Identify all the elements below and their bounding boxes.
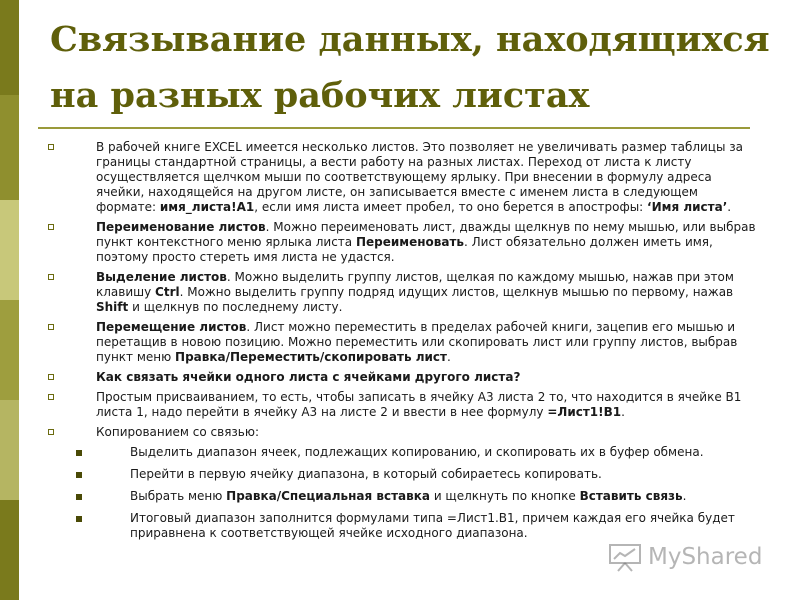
watermark-text: MyShared [648, 544, 763, 570]
sidebar-segment [0, 200, 19, 300]
sidebar-segment [0, 95, 19, 200]
filled-square-bullet-icon [76, 472, 82, 478]
list-item [46, 390, 758, 420]
sidebar-segment [0, 300, 19, 400]
bold-text: Ctrl [155, 285, 180, 299]
filled-square-bullet-icon [76, 450, 82, 456]
text: Перейти в первую ячейку диапазона, в который собираетесь копировать. [130, 467, 602, 481]
bold-text: Перемещение листов [96, 320, 247, 334]
bold-text: Выделение листов [96, 270, 227, 284]
list-item [46, 370, 758, 385]
slide-title [50, 12, 770, 124]
sidebar-segment [0, 500, 19, 600]
bold-text: Правка/Специальная вставка [226, 489, 430, 503]
text: В рабочей книге EXCEL имеется несколько листов. Это позволяет не увеличивать размер таблицы за границы стандартной страницы, а вести работу на разных листах. Переход от листа к листу осуществляется щелчком мыши по соответствующему ярлыку. При внесении в формулу адреса ячейки, находящейся на другом листе, он записывается вместе с именем листа в следующем формате: [96, 140, 743, 214]
presentation-icon [608, 542, 642, 572]
title-divider [38, 127, 750, 129]
text: . Лист можно переместить в пределах рабочей книги, зацепив его мышью и перетащив в новою позицию. Можно переместить или скопировать лист или группу листов, выбрав пункт меню [96, 320, 738, 364]
slide-title-line-2: на разных рабочих листах [50, 75, 590, 116]
bold-text: Как связать ячейки одного листа с ячейками другого листа? [96, 370, 521, 384]
text: . [621, 405, 625, 419]
sub-list-item [46, 489, 758, 504]
bold-text: ‘Имя листа’ [647, 200, 728, 214]
text: Простым присваиванием, то есть, чтобы записать в ячейку А3 листа 2 то, что находится в ячейке В1 листа 1, надо перейти в ячейку А3 на листе 2 и ввести в нее формулу [96, 390, 742, 419]
text: и щелкнуть по кнопке [430, 489, 580, 503]
list-item [46, 140, 758, 215]
text: и щелкнув по последнему листу. [128, 300, 343, 314]
text: . Можно выделить группу подряд идущих листов, щелкнув мышью по первому, нажав [179, 285, 734, 299]
text: . Лист обязательно должен иметь имя, поэтому просто стереть имя листа не удастся. [96, 235, 713, 264]
text: . [682, 489, 687, 503]
list-item [46, 425, 758, 440]
slide-title-line-1: Связывание данных, находящихся [50, 19, 770, 60]
bold-text: Вставить связь [579, 489, 683, 503]
text: Выбрать меню [130, 489, 227, 503]
bold-text: Переименовать [355, 235, 465, 249]
list-item [46, 320, 758, 365]
sidebar-stripe [0, 0, 19, 600]
list-item [46, 220, 758, 265]
sub-list-item [46, 467, 758, 482]
hollow-square-bullet-icon [48, 274, 54, 280]
bold-text: имя_листа!А1 [159, 200, 255, 214]
hollow-square-bullet-icon [48, 144, 54, 150]
sidebar-segment [0, 400, 19, 500]
text: Выделить диапазон ячеек, подлежащих копированию, и скопировать их в буфер обмена. [130, 445, 704, 459]
list-item [46, 270, 758, 315]
filled-square-bullet-icon [76, 494, 82, 500]
text: . Можно выделить группу листов, щелкая по каждому мышью, нажав при этом клавишу [96, 270, 734, 299]
hollow-square-bullet-icon [48, 394, 54, 400]
text: , если имя листа имеет пробел, то оно берется в апострофы: [254, 200, 648, 214]
text: . [727, 200, 732, 214]
hollow-square-bullet-icon [48, 429, 54, 435]
text: Итоговый диапазон заполнится формулами типа =Лист1.В1, причем каждая его ячейка будет приравнена к соответствующей ячейке исходного диапазона. [130, 511, 735, 540]
bold-text: Shift [96, 300, 129, 314]
sidebar-segment [0, 0, 19, 95]
watermark [600, 538, 770, 578]
slide-body [46, 140, 758, 548]
hollow-square-bullet-icon [48, 224, 54, 230]
hollow-square-bullet-icon [48, 324, 54, 330]
text: . Можно переименовать лист, дважды щелкнув по нему мышью, или выбрав пункт контекстного меню ярлыка листа [96, 220, 756, 249]
bold-text: Переименование листов [96, 220, 266, 234]
sub-list-item [46, 511, 758, 541]
text: . [446, 350, 451, 364]
bold-text: =Лист1!В1 [547, 405, 622, 419]
text: Копированием со связью: [96, 425, 260, 439]
sub-list-item [46, 445, 758, 460]
bold-text: Правка/Переместить/скопировать лист [175, 350, 447, 364]
filled-square-bullet-icon [76, 516, 82, 522]
hollow-square-bullet-icon [48, 374, 54, 380]
